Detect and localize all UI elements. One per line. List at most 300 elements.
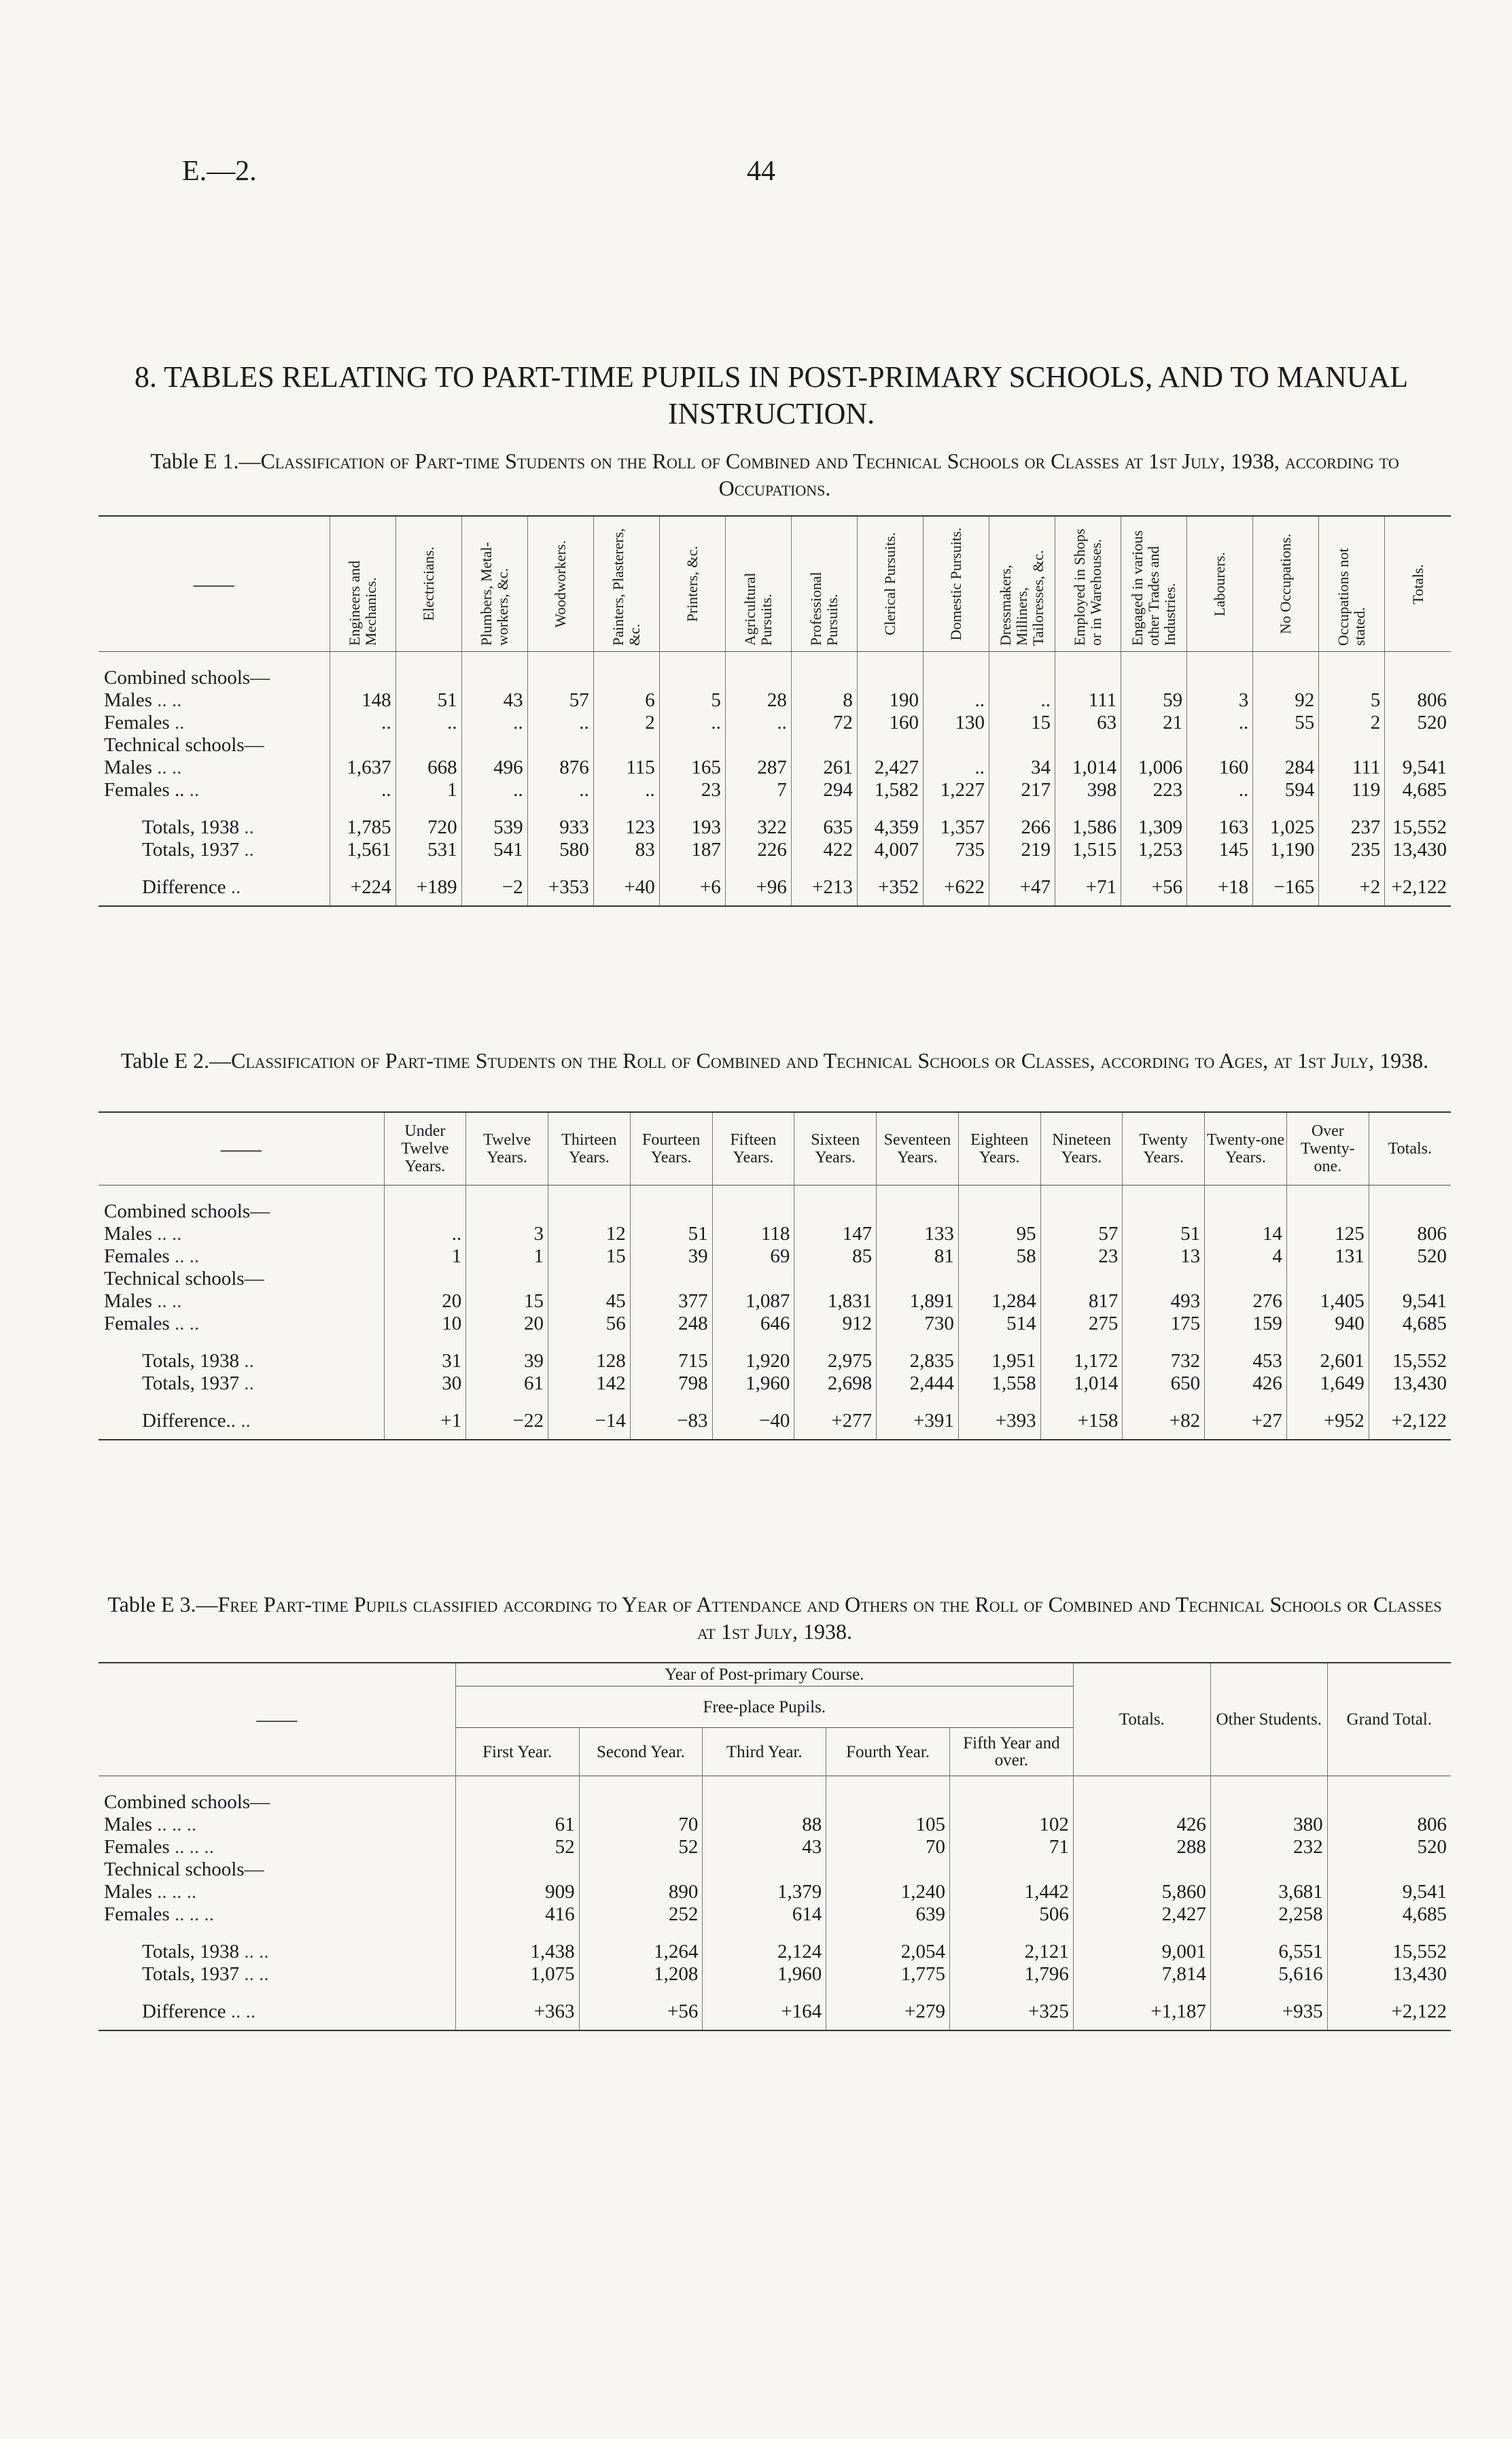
- spacer-cell: [725, 801, 791, 816]
- data-cell: ..: [461, 712, 527, 734]
- table-e3: [99, 1662, 1451, 2031]
- table-e1: [99, 515, 1451, 907]
- stub-header: ——: [99, 1112, 384, 1186]
- data-cell: 806: [1369, 1223, 1451, 1245]
- spacer-cell: [384, 1335, 466, 1350]
- empty-cell: [1286, 1268, 1369, 1290]
- data-cell: +189: [395, 876, 461, 906]
- empty-cell: [1253, 734, 1319, 757]
- data-cell: 531: [395, 839, 461, 861]
- data-cell: 61: [466, 1372, 548, 1395]
- spacer-cell: [330, 652, 395, 668]
- spacer-cell: [1055, 652, 1121, 668]
- row-label-text: Totals, 1937: [142, 1963, 239, 1985]
- empty-cell: [395, 667, 461, 689]
- group-row: [99, 1268, 1451, 1290]
- data-cell: 142: [548, 1372, 631, 1395]
- spacer-cell: [1385, 861, 1451, 876]
- empty-cell: [1327, 1858, 1451, 1881]
- spacer-cell: [1040, 1186, 1123, 1201]
- spacer-cell: [330, 861, 395, 876]
- empty-cell: [1055, 734, 1121, 757]
- data-cell: 85: [794, 1245, 877, 1268]
- empty-cell: [989, 667, 1055, 689]
- data-cell: 294: [791, 779, 857, 801]
- data-cell: 2,258: [1210, 1903, 1327, 1926]
- empty-cell: [395, 734, 461, 757]
- column-header: Fourth Year.: [826, 1728, 950, 1776]
- spacer-cell: [958, 1186, 1040, 1201]
- spacer-cell: [989, 652, 1055, 668]
- data-cell: 514: [958, 1313, 1040, 1335]
- data-cell: 5: [659, 689, 725, 712]
- group-row: [99, 1200, 1451, 1223]
- data-cell: 43: [461, 689, 527, 712]
- column-header-text: Clerical Pursuits.: [881, 532, 898, 636]
- column-header: Eighteen Years.: [958, 1112, 1040, 1186]
- column-header: [1055, 516, 1121, 652]
- spacer-cell: [1187, 801, 1253, 816]
- table-e3-caption: [99, 1591, 1451, 1645]
- leader-dots: .. ..: [244, 1963, 269, 1985]
- data-cell: 493: [1123, 1290, 1205, 1313]
- empty-cell: [877, 1200, 959, 1223]
- data-cell: ..: [330, 779, 395, 801]
- empty-cell: [548, 1200, 631, 1223]
- spacer-row: [99, 861, 1451, 876]
- spacer-cell: [712, 1186, 794, 1201]
- column-header: Twenty-one Years.: [1205, 1112, 1287, 1186]
- data-cell: 5,616: [1210, 1963, 1327, 1986]
- spacer-cell: [703, 1776, 826, 1792]
- spacer-cell: [1055, 801, 1121, 816]
- col-other-students: Other Students.: [1210, 1663, 1327, 1776]
- data-cell: 1,379: [703, 1881, 826, 1903]
- spacer-cell: [1210, 1986, 1327, 2001]
- data-cell: 130: [923, 712, 989, 734]
- subgroup-header: Free-place Pupils.: [455, 1686, 1073, 1728]
- totals-row: [99, 839, 1451, 861]
- spacer-cell: [548, 1395, 631, 1410]
- row-label: [99, 757, 330, 779]
- spacer-cell: [857, 861, 923, 876]
- spacer-row: [99, 1186, 1451, 1201]
- group-label: Technical schools—: [104, 1268, 264, 1290]
- spacer-cell: [527, 861, 593, 876]
- column-header: First Year.: [455, 1728, 579, 1776]
- spacer-cell: [1123, 1186, 1205, 1201]
- data-cell: 380: [1210, 1814, 1327, 1836]
- spacer-cell: [455, 1926, 579, 1941]
- column-header-text: Woodworkers.: [551, 540, 569, 628]
- empty-cell: [989, 734, 1055, 757]
- data-cell: ..: [923, 689, 989, 712]
- spacer-cell: [958, 1395, 1040, 1410]
- column-header-text: Professional Pursuits.: [807, 572, 841, 646]
- col-totals: Totals.: [1073, 1663, 1210, 1776]
- data-cell: 732: [1123, 1350, 1205, 1372]
- data-cell: +393: [958, 1410, 1040, 1440]
- totals-row: [99, 1963, 1451, 1986]
- data-cell: 1,284: [958, 1290, 1040, 1313]
- spacer-cell: [1369, 1186, 1451, 1201]
- data-cell: 539: [461, 816, 527, 839]
- data-cell: 1,960: [712, 1372, 794, 1395]
- data-cell: +2,122: [1327, 2001, 1451, 2030]
- data-cell: 506: [950, 1903, 1074, 1926]
- difference-row: [99, 876, 1451, 906]
- spacer-cell: [989, 861, 1055, 876]
- data-cell: +2: [1319, 876, 1385, 906]
- row-label: [99, 1372, 384, 1395]
- data-cell: 3,681: [1210, 1881, 1327, 1903]
- leader-dots: .. ..: [157, 757, 182, 778]
- column-header: [1121, 516, 1187, 652]
- data-cell: 1,014: [1040, 1372, 1123, 1395]
- spacer-cell: [703, 1926, 826, 1941]
- data-cell: 13,430: [1385, 839, 1451, 861]
- leader-dots: .. ..: [230, 2001, 256, 2022]
- column-header-text: No Occupations.: [1277, 534, 1295, 634]
- empty-cell: [1205, 1200, 1287, 1223]
- data-cell: 70: [826, 1836, 950, 1858]
- column-header: Over Twenty-one.: [1286, 1112, 1369, 1186]
- data-cell: +325: [950, 2001, 1074, 2030]
- column-header: [791, 516, 857, 652]
- data-cell: +56: [579, 2001, 703, 2030]
- column-header: [659, 516, 725, 652]
- data-cell: 453: [1205, 1350, 1287, 1372]
- row-label: [99, 2001, 455, 2030]
- data-cell: 21: [1121, 712, 1187, 734]
- spacer-cell: [99, 652, 330, 668]
- data-cell: 217: [989, 779, 1055, 801]
- spacer-cell: [1040, 1335, 1123, 1350]
- data-cell: ..: [527, 712, 593, 734]
- empty-cell: [857, 734, 923, 757]
- totals-row: [99, 1941, 1451, 1963]
- data-cell: 288: [1073, 1836, 1210, 1858]
- empty-cell: [466, 1268, 548, 1290]
- row-label: [99, 1350, 384, 1372]
- leader-dots: .. ..: [174, 1245, 200, 1267]
- data-cell: 1,208: [579, 1963, 703, 1986]
- data-cell: 2,975: [794, 1350, 877, 1372]
- data-cell: 70: [579, 1814, 703, 1836]
- spacer-cell: [794, 1335, 877, 1350]
- data-cell: +2,122: [1385, 876, 1451, 906]
- spacer-cell: [791, 801, 857, 816]
- table-e3-caption-text: —Free Part-time Pupils classified according to Year of Attendance and Others on the Roll of Combined and Technical Schools or Classes at 1st July, 1938.: [196, 1592, 1442, 1644]
- data-cell: 266: [989, 816, 1055, 839]
- row-label: [99, 689, 330, 712]
- data-cell: 1,960: [703, 1963, 826, 1986]
- spacer-cell: [877, 1335, 959, 1350]
- empty-cell: [725, 734, 791, 757]
- data-cell: 15,552: [1385, 816, 1451, 839]
- empty-cell: [857, 667, 923, 689]
- spacer-cell: [659, 861, 725, 876]
- spacer-cell: [99, 1986, 455, 2001]
- group-label: Combined schools—: [104, 667, 270, 689]
- data-cell: 940: [1286, 1313, 1369, 1335]
- spacer-cell: [659, 652, 725, 668]
- spacer-row: [99, 1986, 1451, 2001]
- data-cell: 4,685: [1327, 1903, 1451, 1926]
- column-header-text: Printers, &c.: [683, 546, 701, 622]
- empty-cell: [1055, 667, 1121, 689]
- data-cell: 890: [579, 1881, 703, 1903]
- data-cell: 1,006: [1121, 757, 1187, 779]
- table-row: [99, 1836, 1451, 1858]
- data-cell: 128: [548, 1350, 631, 1372]
- data-cell: +27: [1205, 1410, 1287, 1440]
- data-cell: 1,561: [330, 839, 395, 861]
- data-cell: 720: [395, 816, 461, 839]
- data-cell: +352: [857, 876, 923, 906]
- spacer-cell: [593, 801, 659, 816]
- data-cell: 426: [1205, 1372, 1287, 1395]
- column-header: [923, 516, 989, 652]
- column-header-text: Engaged in various other Trades and Industries.: [1129, 530, 1179, 646]
- spacer-cell: [1286, 1395, 1369, 1410]
- spacer-cell: [791, 652, 857, 668]
- row-label: [99, 1814, 455, 1836]
- column-header-text: Labourers.: [1211, 551, 1229, 617]
- row-label: [99, 1881, 455, 1903]
- data-cell: 912: [794, 1313, 877, 1335]
- data-cell: 2: [593, 712, 659, 734]
- spacer-cell: [1205, 1395, 1287, 1410]
- data-cell: 59: [1121, 689, 1187, 712]
- spacer-cell: [712, 1335, 794, 1350]
- empty-cell: [455, 1791, 579, 1814]
- empty-cell: [527, 734, 593, 757]
- data-cell: 806: [1385, 689, 1451, 712]
- row-label: [99, 1410, 384, 1440]
- spacer-cell: [1187, 861, 1253, 876]
- leader-dots: ..: [241, 1410, 251, 1432]
- column-header: Thirteen Years.: [548, 1112, 631, 1186]
- data-cell: 190: [857, 689, 923, 712]
- data-cell: 817: [1040, 1290, 1123, 1313]
- empty-cell: [1369, 1200, 1451, 1223]
- spacer-cell: [950, 1776, 1074, 1792]
- col-grand-total: Grand Total.: [1327, 1663, 1451, 1776]
- group-label: Combined schools—: [104, 1200, 270, 1222]
- data-cell: 9,541: [1327, 1881, 1451, 1903]
- column-header-text: Engineers and Mechanics.: [345, 560, 379, 646]
- empty-cell: [1123, 1268, 1205, 1290]
- column-header-text: Electricians.: [419, 547, 437, 621]
- column-header-text: Painters, Plasterers, &c.: [609, 528, 643, 646]
- spacer-cell: [466, 1335, 548, 1350]
- data-cell: +213: [791, 876, 857, 906]
- table-row: [99, 1903, 1451, 1926]
- spacer-cell: [857, 652, 923, 668]
- data-cell: 876: [527, 757, 593, 779]
- data-cell: 237: [1319, 816, 1385, 839]
- data-cell: −83: [630, 1410, 712, 1440]
- spacer-cell: [1123, 1335, 1205, 1350]
- data-cell: 1,025: [1253, 816, 1319, 839]
- column-header: Fifth Year and over.: [950, 1728, 1074, 1776]
- empty-cell: [1253, 667, 1319, 689]
- data-cell: 1,586: [1055, 816, 1121, 839]
- data-cell: 287: [725, 757, 791, 779]
- data-cell: 23: [1040, 1245, 1123, 1268]
- row-label: [99, 1836, 455, 1858]
- data-cell: 72: [791, 712, 857, 734]
- row-label: [99, 779, 330, 801]
- data-cell: 7,814: [1073, 1963, 1210, 1986]
- column-header: Nineteen Years.: [1040, 1112, 1123, 1186]
- empty-cell: [630, 1200, 712, 1223]
- data-cell: 20: [466, 1313, 548, 1335]
- data-cell: 148: [330, 689, 395, 712]
- data-cell: +18: [1187, 876, 1253, 906]
- data-cell: ..: [330, 712, 395, 734]
- data-cell: +158: [1040, 1410, 1123, 1440]
- data-cell: 13,430: [1369, 1372, 1451, 1395]
- row-label-text: Difference..: [142, 1410, 236, 1432]
- table-row: [99, 1313, 1451, 1335]
- spacer-cell: [877, 1186, 959, 1201]
- column-header: Fourteen Years.: [630, 1112, 712, 1186]
- spacer-row: [99, 801, 1451, 816]
- data-cell: 1,582: [857, 779, 923, 801]
- column-header-text: Plumbers, Metal-workers, &c.: [477, 542, 511, 646]
- data-cell: +82: [1123, 1410, 1205, 1440]
- data-cell: +96: [725, 876, 791, 906]
- data-cell: 2,427: [857, 757, 923, 779]
- data-cell: 111: [1055, 689, 1121, 712]
- spacer-cell: [384, 1395, 466, 1410]
- row-label: [99, 1245, 384, 1268]
- data-cell: ..: [461, 779, 527, 801]
- data-cell: +224: [330, 876, 395, 906]
- empty-cell: [461, 667, 527, 689]
- empty-cell: [330, 734, 395, 757]
- data-cell: 118: [712, 1223, 794, 1245]
- empty-cell: [794, 1200, 877, 1223]
- spacer-cell: [99, 1186, 384, 1201]
- empty-cell: [1210, 1791, 1327, 1814]
- data-cell: 2,124: [703, 1941, 826, 1963]
- data-cell: 6,551: [1210, 1941, 1327, 1963]
- spacer-cell: [1327, 1986, 1451, 2001]
- spacer-cell: [99, 1926, 455, 1941]
- data-cell: ..: [384, 1223, 466, 1245]
- data-cell: 1,831: [794, 1290, 877, 1313]
- data-cell: 7: [725, 779, 791, 801]
- row-label-text: Males: [104, 1881, 152, 1903]
- data-cell: 147: [794, 1223, 877, 1245]
- data-cell: +2,122: [1369, 1410, 1451, 1440]
- data-cell: 1,357: [923, 816, 989, 839]
- column-header: [461, 516, 527, 652]
- data-cell: 23: [659, 779, 725, 801]
- data-cell: 1,172: [1040, 1350, 1123, 1372]
- difference-row: [99, 1410, 1451, 1440]
- spacer-cell: [330, 801, 395, 816]
- data-cell: 56: [548, 1313, 631, 1335]
- spacer-cell: [950, 1986, 1074, 2001]
- spacer-cell: [579, 1926, 703, 1941]
- data-cell: 520: [1385, 712, 1451, 734]
- data-cell: 541: [461, 839, 527, 861]
- data-cell: 398: [1055, 779, 1121, 801]
- spacer-cell: [1319, 801, 1385, 816]
- data-cell: 276: [1205, 1290, 1287, 1313]
- data-cell: 160: [1187, 757, 1253, 779]
- row-label-text: Totals, 1937: [142, 1372, 239, 1394]
- spacer-cell: [958, 1335, 1040, 1350]
- spacer-cell: [923, 652, 989, 668]
- data-cell: 4,359: [857, 816, 923, 839]
- data-cell: +6: [659, 876, 725, 906]
- empty-cell: [466, 1200, 548, 1223]
- row-label-text: Males: [104, 1290, 152, 1312]
- data-cell: 30: [384, 1372, 466, 1395]
- row-label-text: Totals, 1938: [142, 816, 239, 838]
- data-cell: 646: [712, 1313, 794, 1335]
- column-header: Sixteen Years.: [794, 1112, 877, 1186]
- empty-cell: [794, 1268, 877, 1290]
- empty-cell: [330, 667, 395, 689]
- row-label: [99, 1223, 384, 1245]
- data-cell: 2,121: [950, 1941, 1074, 1963]
- data-cell: 115: [593, 757, 659, 779]
- spacer-row: [99, 1395, 1451, 1410]
- table-e2-caption-text: —Classification of Part-time Students on the Roll of Combined and Technical Schools or Classes, according to Ages, at 1st July, 1938.: [209, 1048, 1429, 1073]
- data-cell: +277: [794, 1410, 877, 1440]
- data-cell: 125: [1286, 1223, 1369, 1245]
- data-cell: ..: [1187, 779, 1253, 801]
- spacer-cell: [1121, 801, 1187, 816]
- data-cell: +47: [989, 876, 1055, 906]
- group-label: Technical schools—: [104, 734, 264, 756]
- row-label-text: Males: [104, 757, 152, 778]
- data-cell: 1,785: [330, 816, 395, 839]
- spacer-cell: [1327, 1776, 1451, 1792]
- spacer-cell: [826, 1986, 950, 2001]
- data-cell: 4: [1205, 1245, 1287, 1268]
- data-cell: 4,685: [1369, 1313, 1451, 1335]
- difference-row: [99, 2001, 1451, 2030]
- data-cell: 735: [923, 839, 989, 861]
- empty-cell: [703, 1791, 826, 1814]
- spacer-cell: [527, 652, 593, 668]
- data-cell: +353: [527, 876, 593, 906]
- data-cell: 1,442: [950, 1881, 1074, 1903]
- column-header-text: Agricultural Pursuits.: [741, 572, 775, 646]
- data-cell: 1,309: [1121, 816, 1187, 839]
- data-cell: 2,601: [1286, 1350, 1369, 1372]
- data-cell: 1,891: [877, 1290, 959, 1313]
- data-cell: 15: [466, 1290, 548, 1313]
- empty-cell: [791, 667, 857, 689]
- totals-row: [99, 816, 1451, 839]
- empty-cell: [593, 734, 659, 757]
- data-cell: 635: [791, 816, 857, 839]
- spacer-cell: [395, 652, 461, 668]
- spacer-cell: [466, 1395, 548, 1410]
- spacer-cell: [99, 801, 330, 816]
- table-row: [99, 1245, 1451, 1268]
- spacer-cell: [703, 1986, 826, 2001]
- data-cell: ..: [659, 712, 725, 734]
